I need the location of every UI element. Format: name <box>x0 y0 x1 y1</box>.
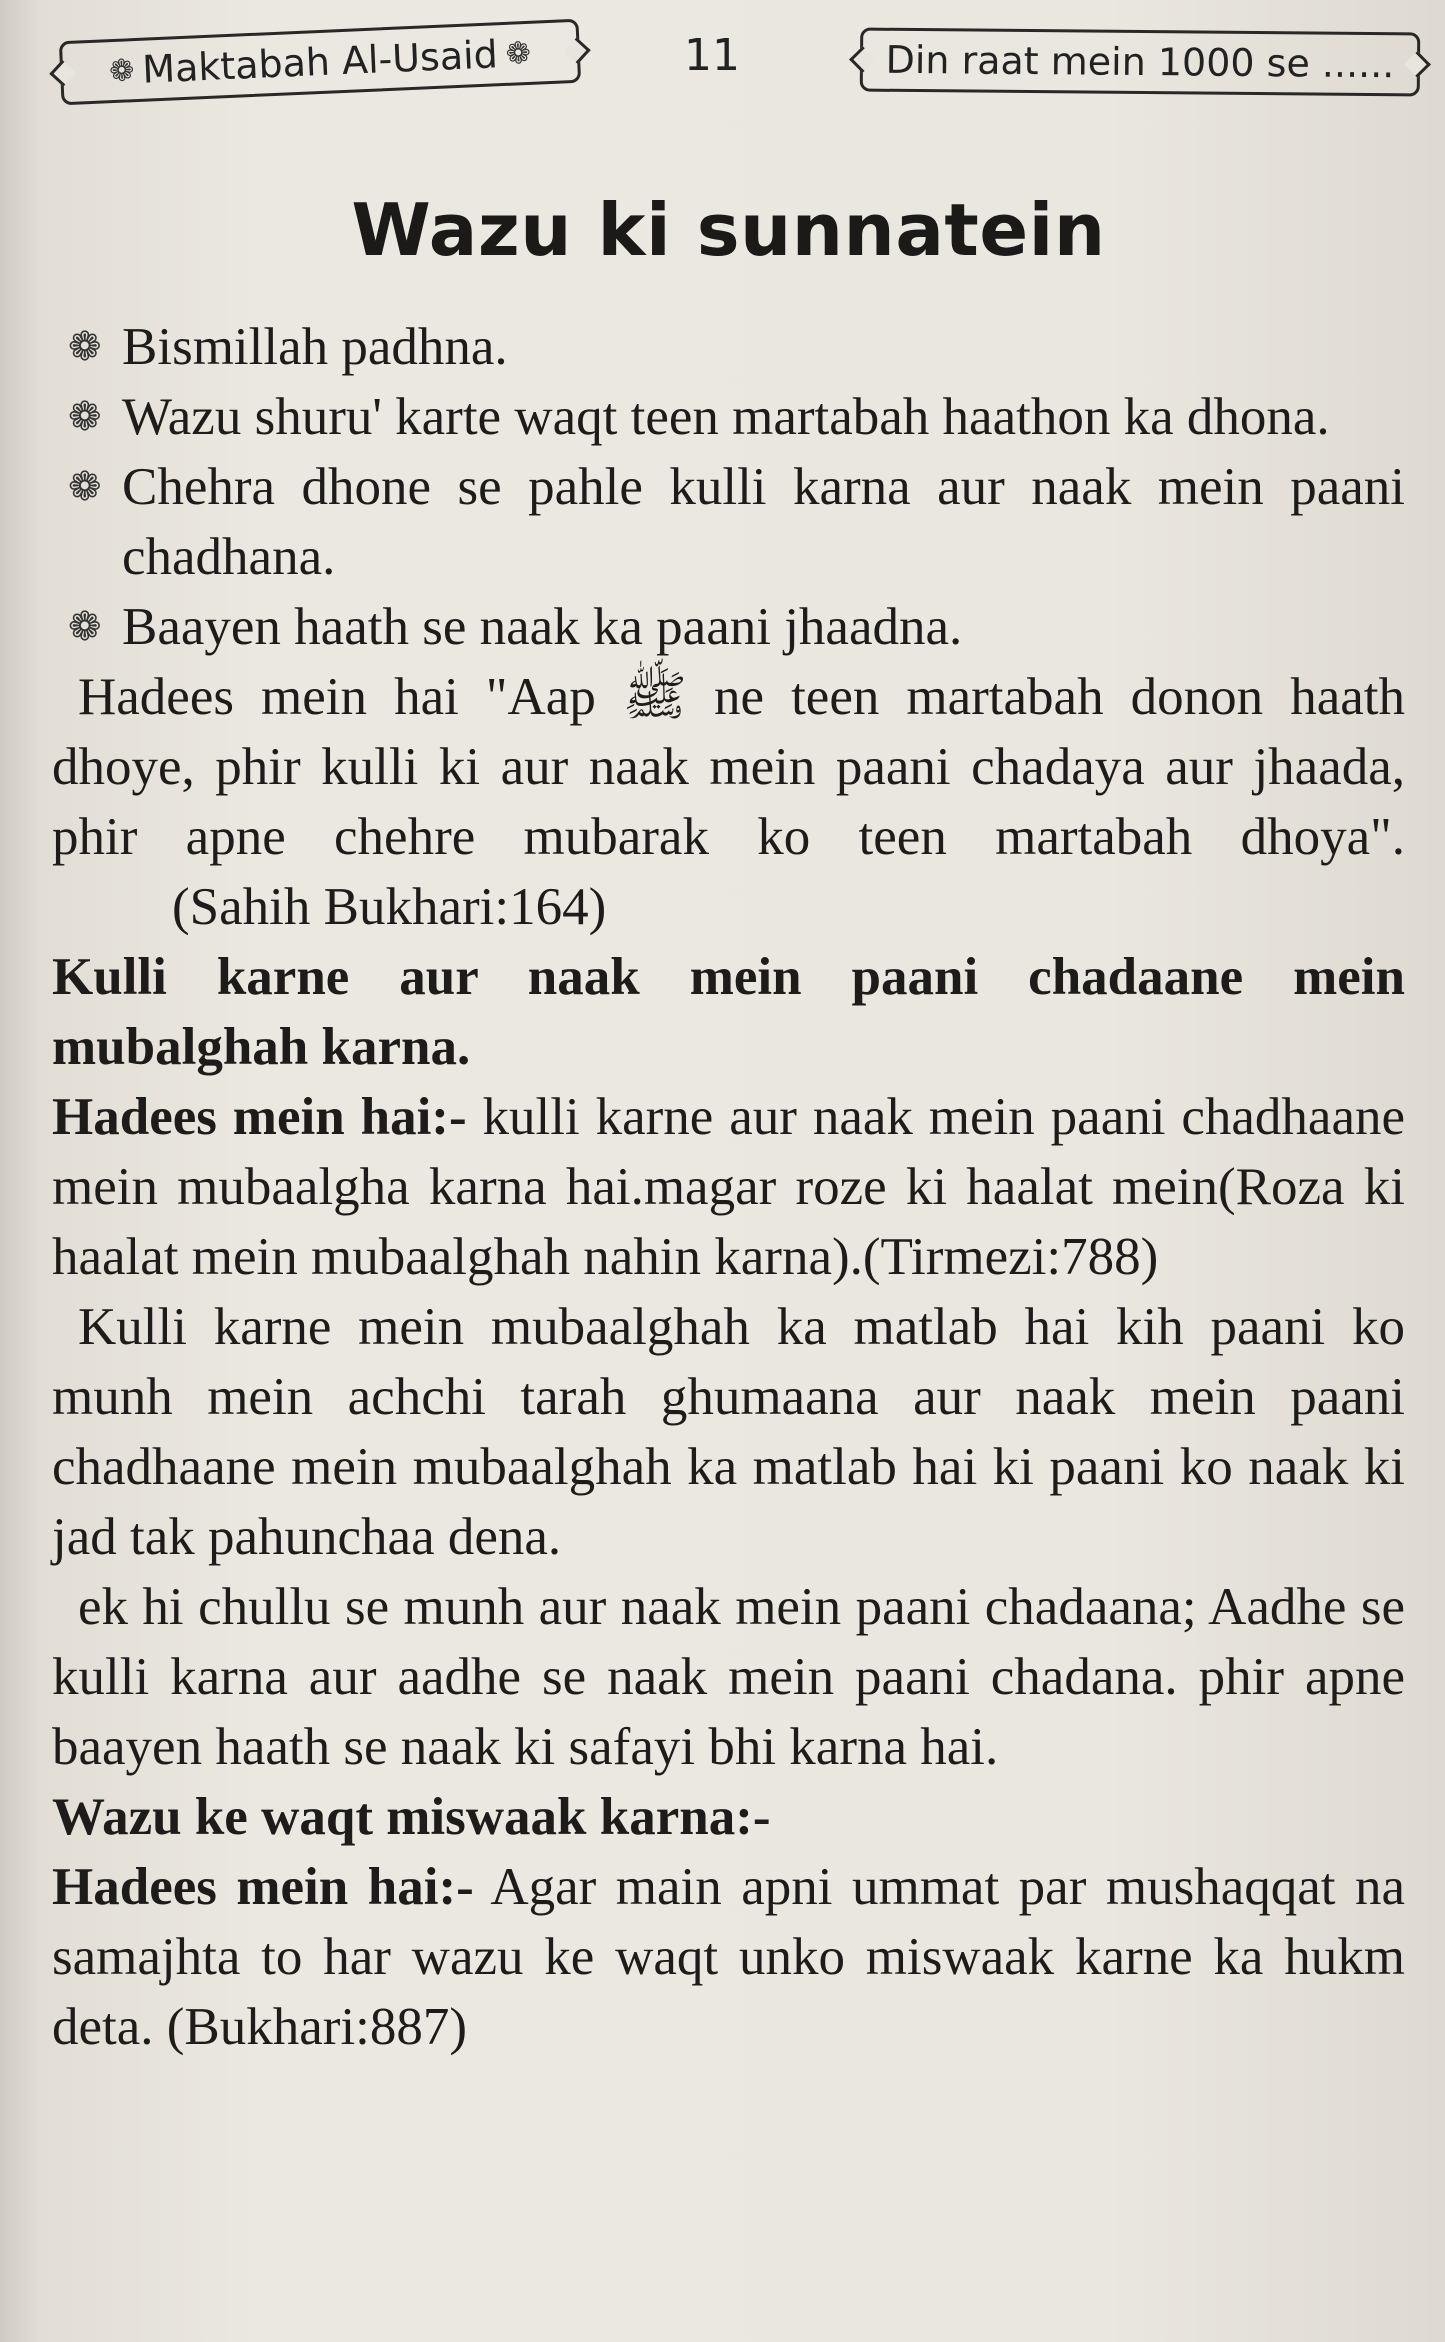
hadees-paragraph <box>52 1852 1405 2062</box>
hadees-paragraph <box>52 662 1405 942</box>
header-right-banner <box>860 28 1421 97</box>
bullet-item <box>52 452 1405 592</box>
flower-icon: ❁ <box>108 52 136 89</box>
hadees-text-end: ne teen martabah donon haath dhoye, phir kulli ki aur naak mein paani chadaya aur jhaada, phir apne chehre mubarak ko teen martabah dhoya". <box>52 668 1405 866</box>
flower-icon: ❁ <box>68 604 102 649</box>
section-heading: Kulli karne aur naak mein paani chadaane mein mubalghah karna. <box>52 948 1405 1076</box>
hadees-label: Hadees mein hai:- <box>52 1858 474 1916</box>
bullet-text: Chehra dhone se pahle kulli karna aur naak mein paani chadhana. <box>122 458 1405 586</box>
header-left-banner <box>59 19 581 106</box>
bullet-item <box>52 592 1405 662</box>
section-heading: Wazu ke waqt miswaak karna:- <box>52 1788 771 1846</box>
page-header <box>52 0 1405 140</box>
honorific-glyph: ﷺ <box>622 668 687 726</box>
header-chapter-name: Din raat mein 1000 se ...... <box>885 37 1395 87</box>
flower-icon: ❁ <box>68 394 102 439</box>
flower-icon: ❁ <box>68 324 102 369</box>
bullet-text: Bismillah padhna. <box>122 318 508 376</box>
explanation-paragraph: ek hi chullu se munh aur naak mein paani chadaana; Aadhe se kulli karna aur aadhe se naak mein paani chadana. phir apne baayen haath se naak ki safayi bhi karna hai. <box>52 1578 1405 1776</box>
explanation-paragraph: Kulli karne mein mubaalghah ka matlab hai kih paani ko munh mein achchi tarah ghumaana aur naak mein paani chadhaane mein mubaalghah ka matlab hai ki paani ko naak ki jad tak pahunchaa dena. <box>52 1298 1405 1566</box>
hadees-paragraph <box>52 1082 1405 1292</box>
bullet-item <box>52 382 1405 452</box>
flower-icon: ❁ <box>504 35 532 72</box>
hadees-text: Agar main apni ummat par mushaqqat na samajhta to har wazu ke waqt unko miswaak karne ka hukm deta. (Bukhari:887) <box>52 1858 1405 2056</box>
hadees-text-start: Hadees mein hai "Aap <box>78 668 623 726</box>
hadees-reference: (Sahih Bukhari:164) <box>172 878 607 936</box>
flower-icon: ❁ <box>68 464 102 509</box>
bullet-text: Wazu shuru' karte waqt teen martabah haathon ka dhona. <box>122 388 1330 446</box>
bullet-item <box>52 312 1405 382</box>
hadees-label: Hadees mein hai:- <box>52 1088 467 1146</box>
page-content <box>52 312 1405 2062</box>
page-title: Wazu ki sunnatein <box>351 188 1106 272</box>
page-number: 11 <box>684 30 740 81</box>
bullet-text: Baayen haath se naak ka paani jhaadna. <box>122 598 963 656</box>
hadees-text: kulli karne aur naak mein paani chadhaane mein mubaalgha karna hai.magar roze ki haalat mein(Roza ki haalat mein mubaalghah nahin karna).(Tirmezi:788) <box>52 1088 1405 1286</box>
header-book-name: Maktabah Al-Usaid <box>141 32 499 92</box>
